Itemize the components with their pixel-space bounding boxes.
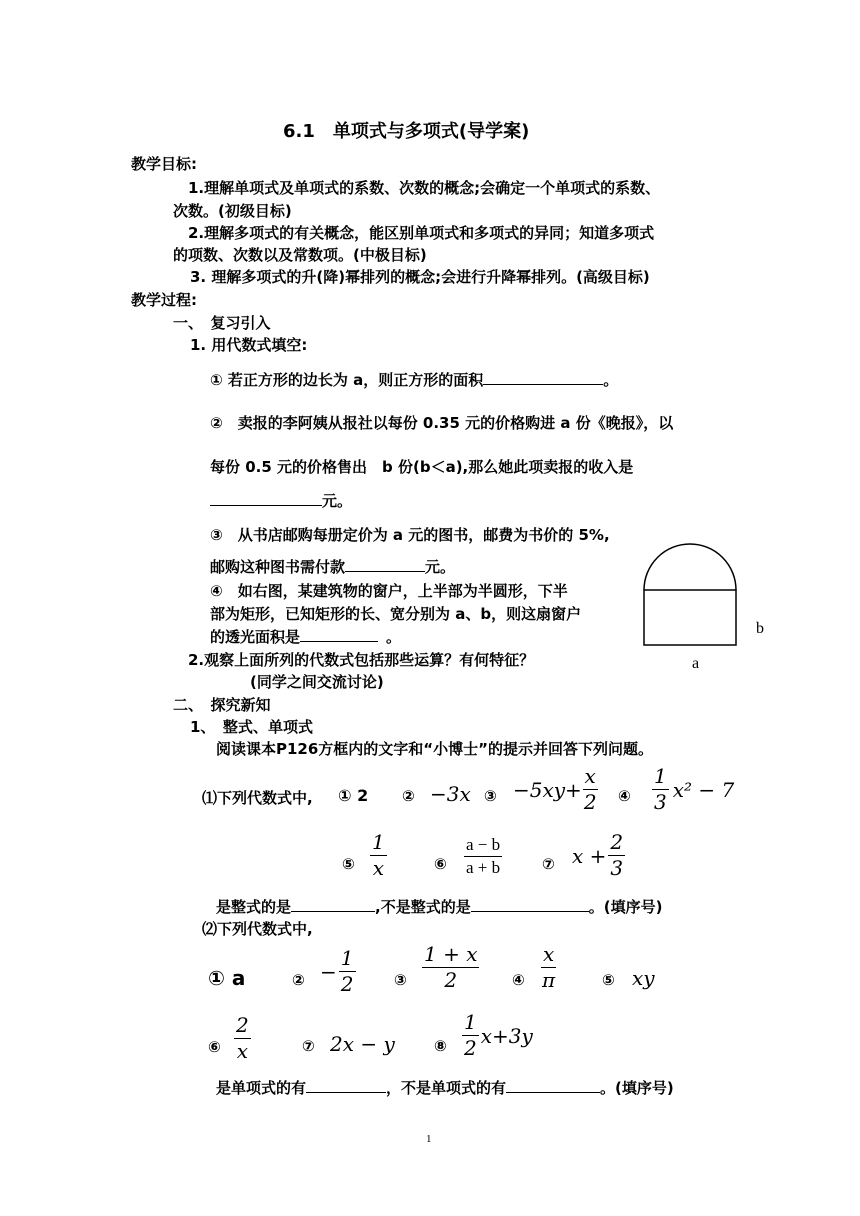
expr-6-fraction	[464, 836, 502, 877]
expr-f6-label: ⑥	[208, 1038, 221, 1056]
expr-f8-label: ⑧	[434, 1037, 447, 1055]
expr-4-term: x² − 7	[672, 777, 735, 802]
expr-5-fraction	[370, 832, 387, 879]
expr-f3-fraction	[422, 944, 479, 991]
expr-6-label: ⑥	[434, 855, 447, 873]
answer-blank[interactable]	[483, 370, 603, 385]
window-figure	[640, 540, 740, 650]
expr-3-fraction	[582, 766, 599, 813]
goal-1-line2: 次数。(初级目标)	[173, 202, 292, 220]
answer-blank[interactable]	[291, 897, 375, 912]
expr-4-math	[652, 766, 734, 813]
reading-instruction: 阅读课本P126方框内的文字和“小博士”的提示并回答下列问题。	[216, 740, 654, 758]
section-2-heading: 二、 探究新知	[173, 696, 271, 714]
expr-f4-fraction	[540, 944, 557, 991]
expr-5-label: ⑤	[342, 855, 355, 873]
answer-blank[interactable]	[506, 1078, 600, 1093]
item-3-line2	[210, 556, 455, 577]
question-2-note: (同学之间交流讨论)	[250, 673, 384, 691]
answer-blank[interactable]	[471, 897, 589, 912]
expr-f1: ① a	[208, 966, 246, 990]
fraction-denominator: x	[236, 1039, 248, 1063]
problem-1-label: ⑴下列代数式中,	[202, 789, 313, 807]
item-1-end: 。	[603, 371, 619, 389]
goal-1-line1: 1.理解单项式及单项式的系数、次数的概念;会确定一个单项式的系数、	[188, 179, 661, 197]
item-4-line2: 部为矩形，已知矩形的长、宽分别为 a、b，则这扇窗户	[210, 605, 582, 623]
item-1	[210, 369, 618, 390]
answer-blank[interactable]	[300, 627, 378, 642]
expr-f8-term: x+3y	[480, 1023, 533, 1048]
expr-2-label: ②	[402, 787, 415, 805]
expr-3-term: −5xy+	[513, 777, 582, 802]
expr-4-fraction	[652, 766, 669, 813]
fraction-numerator: 1	[340, 946, 354, 970]
answer-2-text-a: 是单项式的有	[216, 1079, 307, 1097]
fraction-numerator: 1	[372, 830, 385, 854]
fraction-denominator: 2	[340, 972, 354, 996]
fraction-numerator: 1	[464, 1010, 477, 1034]
answer-blank[interactable]	[345, 557, 425, 572]
goal-2-line2: 的项数、次数以及常数项。(中极目标)	[173, 246, 427, 264]
item-2-line2: 每份 0.5 元的价格售出 b 份(b＜a),那么她此项卖报的收入是	[210, 458, 634, 476]
expr-7-label: ⑦	[542, 855, 555, 873]
item-3-text: 邮购这种图书需付款	[210, 558, 346, 576]
expr-f8-math	[462, 1012, 533, 1059]
answer-blank[interactable]	[306, 1078, 386, 1093]
process-heading: 教学过程:	[131, 291, 197, 309]
expr-f2-fraction	[339, 948, 356, 995]
item-4-end: 。	[386, 628, 402, 646]
expr-f5-label: ⑤	[602, 971, 615, 989]
answer-blank[interactable]	[210, 491, 322, 506]
expr-f2-math	[320, 948, 356, 995]
problem-2-label: ⑵下列代数式中,	[202, 920, 313, 938]
question-2: 2.观察上面所列的代数式包括那些运算？有何特征？	[188, 651, 535, 669]
minus-sign: −	[320, 959, 337, 984]
expr-2-math: −3x	[430, 782, 471, 806]
expr-3-math	[513, 766, 599, 813]
fraction-numerator: 1 + x	[424, 942, 478, 966]
item-1-text: ① 若正方形的边长为 a，则正方形的面积	[210, 371, 484, 389]
item-4-line3	[210, 626, 401, 647]
expr-f5-math: xy	[632, 966, 655, 990]
rectangle-bottom	[644, 590, 736, 645]
fraction-denominator: 2	[444, 968, 458, 992]
expr-f8-fraction	[462, 1012, 479, 1059]
fraction-numerator: x	[542, 942, 555, 966]
answer-1-text-c: 。(填序号)	[588, 898, 663, 916]
fraction-denominator: π	[542, 968, 556, 992]
expr-f3-math	[422, 944, 479, 991]
expr-7-math	[572, 832, 625, 879]
item-2-line1: ② 卖报的李阿姨从报社以每份 0.35 元的价格购进 a 份《晚报》，以	[210, 414, 674, 432]
expr-1: ① 2	[338, 786, 369, 805]
answer-2-line	[216, 1077, 674, 1098]
answer-1-text-b: ,不是整式的是	[375, 898, 471, 916]
fraction-numerator: x	[584, 764, 596, 788]
expr-f6-fraction	[234, 1015, 251, 1062]
question-1: 1. 用代数式填空:	[190, 336, 308, 354]
expr-3-label: ③	[484, 787, 497, 805]
fraction-denominator: a + b	[466, 857, 501, 877]
answer-1-text-a: 是整式的是	[216, 898, 292, 916]
item-2-line3	[210, 490, 352, 511]
expr-f3-label: ③	[394, 971, 407, 989]
figure-label-b: b	[756, 620, 764, 637]
fraction-denominator: 2	[464, 1036, 477, 1060]
fraction-numerator: 2	[610, 830, 624, 854]
page-title: 6.1 单项式与多项式(导学案)	[283, 121, 530, 142]
expr-f7-math: 2x − y	[330, 1032, 395, 1056]
expr-f7-label: ⑦	[302, 1037, 315, 1055]
page-number: 1	[426, 1133, 432, 1145]
goal-3: 3. 理解多项式的升(降)幂排列的概念;会进行升降幂排列。(高级目标)	[190, 268, 650, 286]
item-2-end: 元。	[322, 492, 353, 510]
expr-f6-math	[234, 1015, 251, 1062]
expr-7-fraction	[608, 832, 625, 879]
answer-1-line	[216, 896, 662, 917]
answer-2-text-b: ，不是单项式的有	[386, 1079, 507, 1097]
fraction-denominator: 2	[583, 790, 597, 814]
item-3-end: 元。	[425, 558, 456, 576]
fraction-denominator: 3	[654, 790, 667, 814]
answer-2-text-c: 。(填序号)	[600, 1079, 674, 1097]
fraction-numerator: 1	[654, 764, 667, 788]
item-3-line1: ③ 从书店邮购每册定价为 a 元的图书，邮费为书价的 5%,	[210, 526, 610, 544]
fraction-denominator: 3	[610, 856, 624, 880]
subsection-1-heading: 1、 整式、单项式	[190, 718, 313, 736]
semicircle-top	[644, 544, 736, 590]
expr-f4-label: ④	[512, 971, 525, 989]
item-4-text: 的透光面积是	[210, 628, 301, 646]
expr-f4-math	[540, 944, 557, 991]
expr-f2-label: ②	[292, 971, 305, 989]
goal-2-line1: 2.理解多项式的有关概念，能区别单项式和多项式的异同；知道多项式	[188, 224, 655, 242]
fraction-numerator: a − b	[464, 836, 502, 857]
expr-6-math	[464, 836, 502, 877]
expr-7-term: x +	[572, 843, 607, 868]
goals-heading: 教学目标:	[131, 155, 197, 173]
figure-label-a: a	[692, 655, 700, 672]
section-1-heading: 一、 复习引入	[173, 314, 271, 332]
expr-5-math	[370, 832, 387, 879]
expr-4-label: ④	[618, 787, 631, 805]
fraction-numerator: 2	[236, 1013, 249, 1037]
item-4-line1: ④ 如右图，某建筑物的窗户，上半部为半圆形，下半	[210, 582, 568, 600]
fraction-denominator: x	[372, 856, 384, 880]
